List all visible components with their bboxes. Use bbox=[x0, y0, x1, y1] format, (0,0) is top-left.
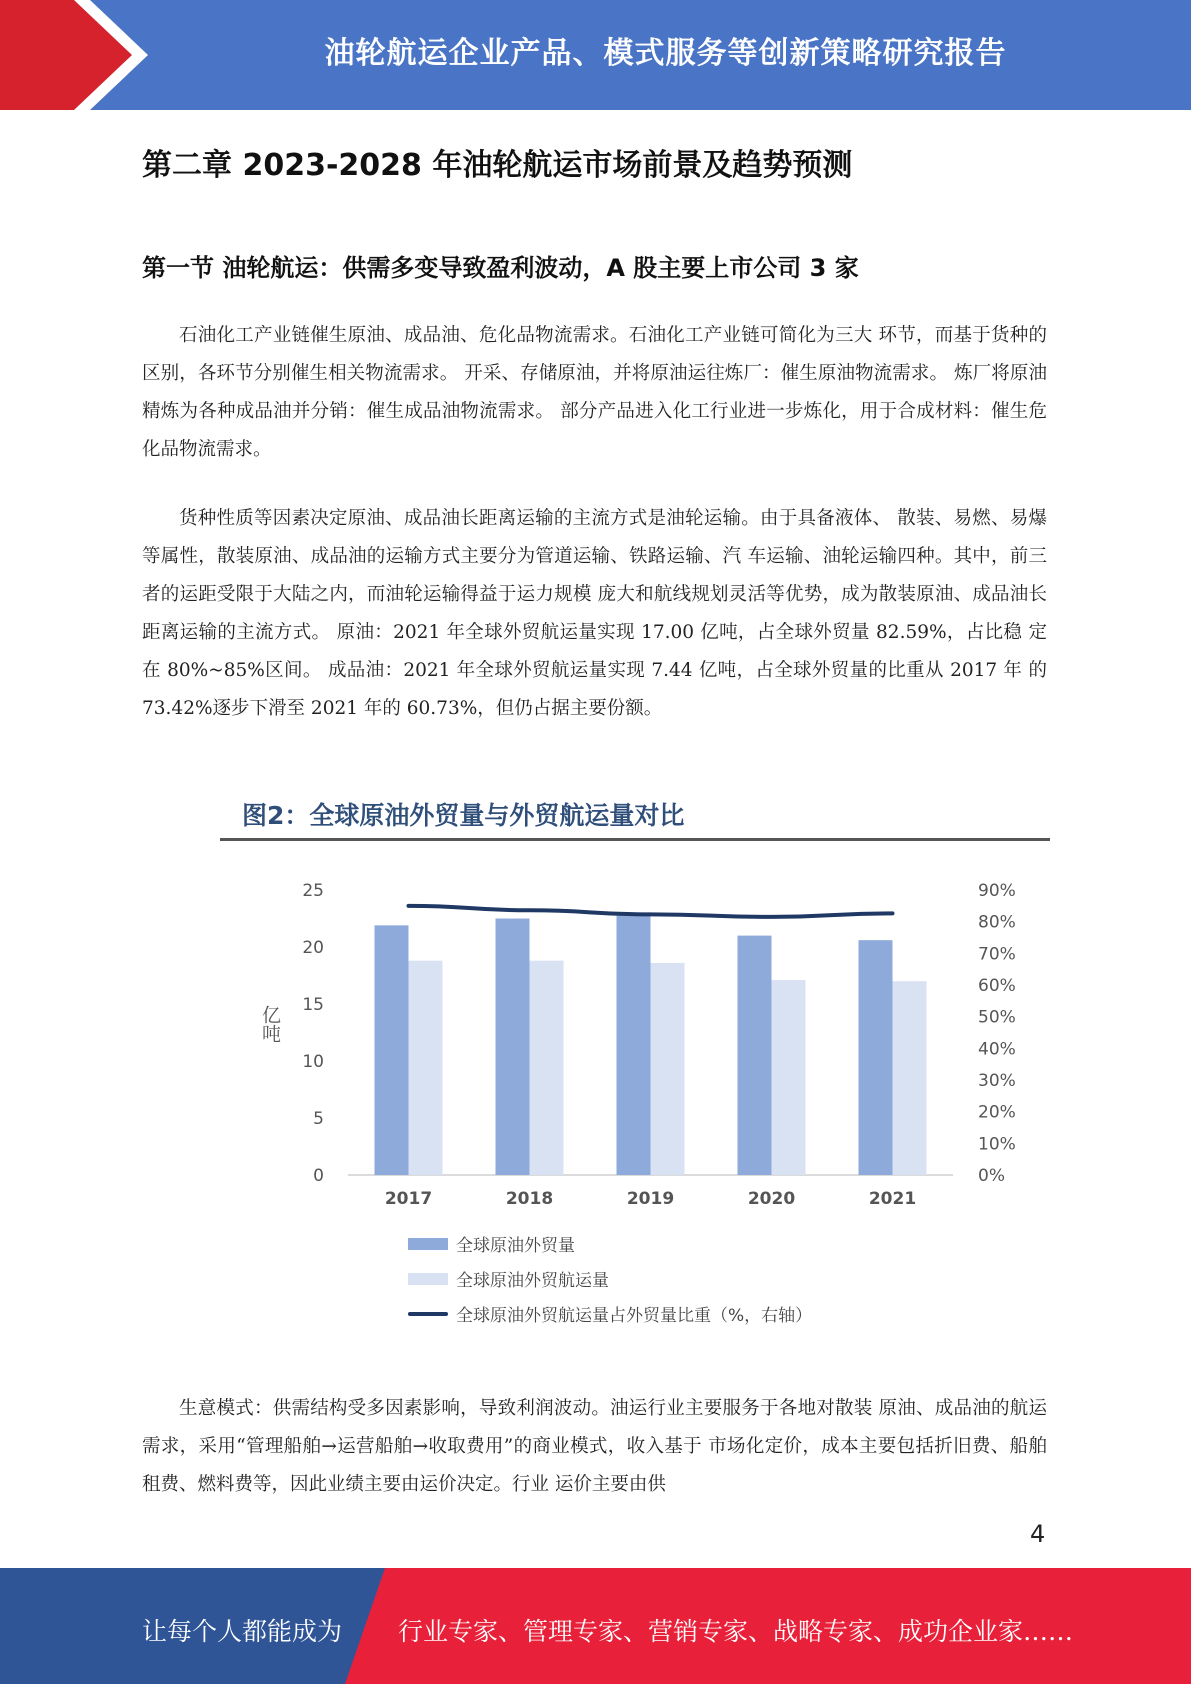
x-tick-label: 2019 bbox=[626, 1189, 675, 1209]
y-tick-label: 25 bbox=[302, 881, 324, 901]
bar-trade-volume bbox=[738, 936, 772, 1175]
body-paragraph: 生意模式：供需结构受多因素影响，导致利润波动。油运行业主要服务于各地对散装 原油、成品油的航运需求，采用“管理船舶→运营船舶→收取费用”的商业模式，收入基于 市场化定价，成本主要包括折旧费、船舶租费、燃料费等，因此业绩主要由运价决定。行业 运价主要由供 bbox=[142, 1398, 1047, 1495]
x-tick-label: 2018 bbox=[505, 1189, 554, 1209]
y-tick-label: 15 bbox=[302, 995, 324, 1015]
x-tick-label: 2017 bbox=[384, 1189, 433, 1209]
y2-tick-label: 70% bbox=[978, 944, 1016, 965]
legend-item bbox=[408, 1226, 812, 1261]
legend-swatch bbox=[408, 1238, 448, 1250]
page-footer bbox=[0, 1568, 1191, 1684]
bar-trade-volume bbox=[496, 919, 530, 1176]
y2-tick-label: 0% bbox=[978, 1166, 1005, 1186]
y2-tick-label: 40% bbox=[978, 1039, 1016, 1060]
bar-trade-volume bbox=[859, 940, 893, 1175]
y-tick-label: 20 bbox=[302, 938, 324, 958]
line-share-series bbox=[409, 906, 893, 917]
y-axis-label: 亿吨 bbox=[259, 1005, 281, 1043]
bar-shipping-volume bbox=[409, 961, 443, 1175]
y2-tick-label: 80% bbox=[978, 912, 1016, 933]
y2-tick-label: 30% bbox=[978, 1071, 1016, 1091]
bar-shipping-volume bbox=[530, 961, 564, 1175]
x-tick-label: 2020 bbox=[747, 1189, 796, 1209]
report-title: 油轮航运企业产品、模式服务等创新策略研究报告 bbox=[324, 36, 1007, 71]
y-tick-label: 5 bbox=[313, 1109, 324, 1129]
y-tick-label: 0 bbox=[313, 1166, 324, 1186]
y-tick-label: 10 bbox=[302, 1052, 324, 1072]
y2-tick-label: 50% bbox=[978, 1007, 1016, 1028]
figure-title-rule bbox=[220, 838, 1050, 841]
footer-slogan-right: 行业专家、管理专家、营销专家、战略专家、成功企业家…… bbox=[398, 1617, 1074, 1646]
y2-tick-label: 20% bbox=[978, 1102, 1016, 1123]
legend-label: 全球原油外贸航运量 bbox=[456, 1271, 609, 1291]
body-paragraph: 石油化工产业链催生原油、成品油、危化品物流需求。石油化工产业链可简化为三大 环节，而基于货种的区别，各环节分别催生相关物流需求。 开采、存储原油，并将原油运往炼厂：催生原油物流需求。 炼厂将原油精炼为各种成品油并分销：催生成品油物流需求。 部分产品进入化工行业进一步炼化，用于合成材料：催生危化品物流需求。 bbox=[142, 325, 1047, 460]
bar-shipping-volume bbox=[772, 980, 806, 1175]
y2-tick-label: 90% bbox=[978, 881, 1016, 901]
legend-swatch bbox=[408, 1312, 448, 1316]
header-arrow-decoration bbox=[0, 0, 200, 110]
chart-legend bbox=[408, 1226, 812, 1331]
body-paragraph: 货种性质等因素决定原油、成品油长距离运输的主流方式是油轮运输。由于具备液体、 散装、易燃、易爆等属性，散装原油、成品油的运输方式主要分为管道运输、铁路运输、汽 车运输、油轮运输四种。其中，前三者的运距受限于大陆之内，而油轮运输得益于运力规模 庞大和航线规划灵活等优势，成为散装原油、成品油长距离运输的主流方式。 原油：2021 年全球外贸航运量实现 17.00 亿吨，占全球外贸量 82.59%，占比稳 定在 80%~85%区间。 成品油：2021 年全球外贸航运量实现 7.44 亿吨，占全球外贸量的比重从 2017 年 的 73.42%逐步下滑至 2021 年的 60.73%，但仍占据主要份额。 bbox=[142, 508, 1047, 719]
section-title: 第一节 油轮航运：供需多变导致盈利波动，A 股主要上市公司 3 家 bbox=[142, 254, 859, 282]
page-number: 4 bbox=[1030, 1520, 1046, 1548]
page-header bbox=[0, 0, 1191, 110]
legend-swatch bbox=[408, 1273, 448, 1285]
bar-trade-volume bbox=[375, 925, 409, 1175]
bar-shipping-volume bbox=[893, 981, 927, 1175]
y2-tick-label: 60% bbox=[978, 976, 1016, 996]
legend-item bbox=[408, 1261, 812, 1296]
legend-label: 全球原油外贸航运量占外贸量比重（%，右轴） bbox=[456, 1306, 813, 1326]
figure-title: 图2：全球原油外贸量与外贸航运量对比 bbox=[242, 801, 685, 830]
y2-tick-label: 10% bbox=[978, 1134, 1016, 1155]
bar-trade-volume bbox=[617, 915, 651, 1175]
chapter-title: 第二章 2023-2028 年油轮航运市场前景及趋势预测 bbox=[142, 148, 853, 183]
figure-crude-oil-trade bbox=[220, 796, 1055, 1336]
footer-slogan-left: 让每个人都能成为 bbox=[142, 1617, 343, 1646]
bar-line-chart bbox=[220, 796, 1055, 1236]
legend-item bbox=[408, 1296, 812, 1331]
bar-shipping-volume bbox=[651, 963, 685, 1175]
legend-label: 全球原油外贸量 bbox=[456, 1236, 575, 1256]
x-tick-label: 2021 bbox=[868, 1189, 917, 1209]
